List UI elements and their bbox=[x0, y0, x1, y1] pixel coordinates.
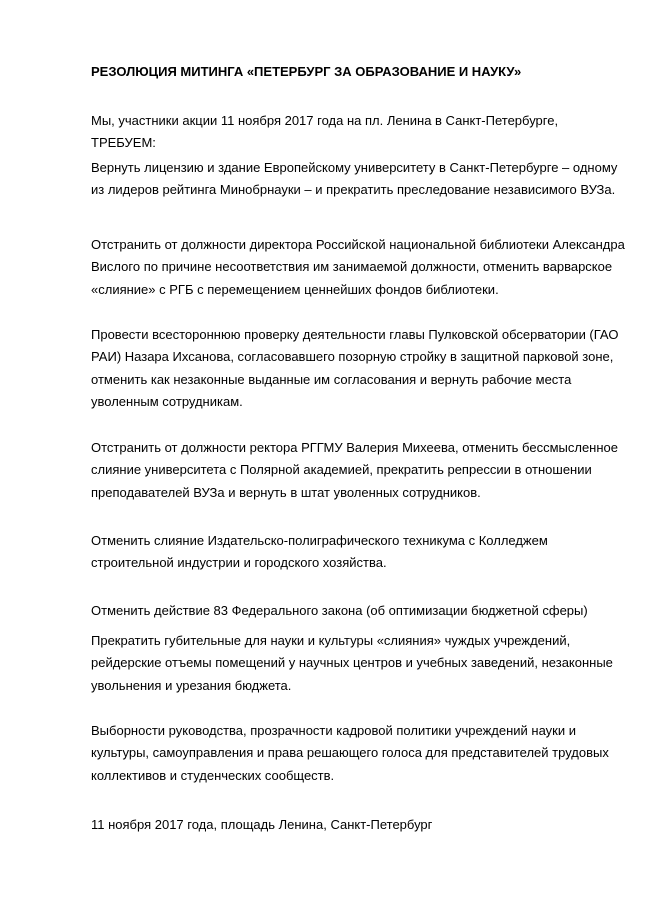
demand-paragraph: Провести всестороннюю проверку деятельности главы Пулковской обсерватории (ГАО РАИ) Назара Ихсанова, согласовавшего позорную стройку в защитной парковой зоне, отменить как незаконные выданные им согласования и вернуть рабочие места уволенным сотрудникам. bbox=[91, 327, 619, 410]
document-footer: 11 ноября 2017 года, площадь Ленина, Санкт-Петербург bbox=[91, 817, 433, 832]
demand-paragraph: Отменить действие 83 Федерального закона (об оптимизации бюджетной сферы) bbox=[91, 603, 588, 618]
demand-paragraph: Выборности руководства, прозрачности кадровой политики учреждений науки и культуры, самоуправления и права решающего голоса для представителей трудовых коллективов и студенческих сообществ. bbox=[91, 723, 609, 783]
intro-paragraph: Мы, участники акции 11 ноября 2017 года на пл. Ленина в Санкт-Петербурге, ТРЕБУЕМ: bbox=[91, 113, 559, 151]
demand-paragraph: Отстранить от должности ректора РГГМУ Валерия Михеева, отменить бессмысленное слияние университета с Полярной академией, прекратить репрессии в отношении преподавателей ВУЗа и вернуть в штат уволенных сотрудников. bbox=[91, 440, 618, 500]
demand-paragraph: Отстранить от должности директора Российской национальной библиотеки Александра Вислого по причине несоответствия им занимаемой должности, отменить варварское «слияние» с РГБ с перемещением ценнейших фондов библиотеки. bbox=[91, 237, 625, 297]
document-title: РЕЗОЛЮЦИЯ МИТИНГА «ПЕТЕРБУРГ ЗА ОБРАЗОВАНИЕ И НАУКУ» bbox=[91, 64, 522, 79]
demand-paragraph: Прекратить губительные для науки и культуры «слияния» чуждых учреждений, рейдерские отъемы помещений у научных центров и учебных заведений, незаконные увольнения и урезания бюджета. bbox=[91, 633, 613, 693]
demand-paragraph: Отменить слияние Издательско-полиграфического техникума с Колледжем строительной индустрии и городского хозяйства. bbox=[91, 533, 548, 571]
demand-paragraph: Вернуть лицензию и здание Европейскому университету в Санкт-Петербурге – одному из лидеров рейтинга Минобрнауки – и прекратить преследование независимого ВУЗа. bbox=[91, 160, 618, 198]
